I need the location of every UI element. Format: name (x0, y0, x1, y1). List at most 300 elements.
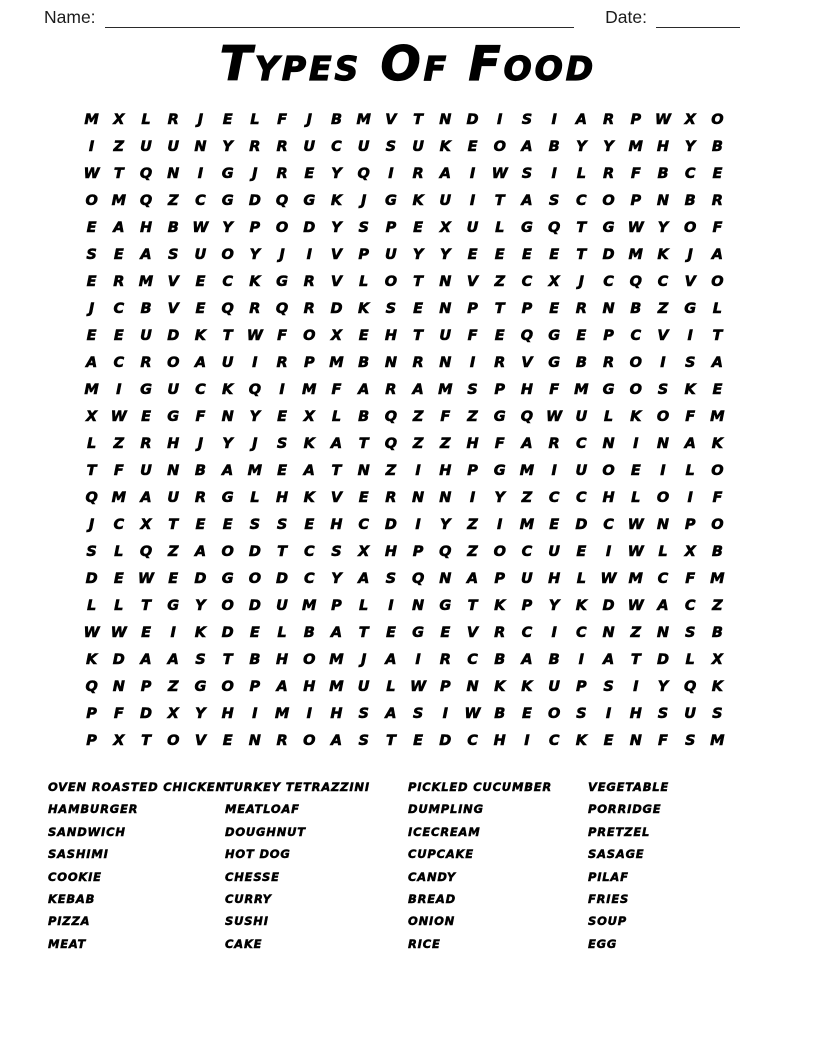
grid-letter: I (88, 138, 95, 155)
grid-letter: D (303, 219, 316, 236)
grid-letter: F (685, 408, 696, 425)
grid-letter: B (194, 462, 206, 479)
grid-letter: B (303, 624, 315, 641)
grid-letter: F (113, 462, 124, 479)
grid-letter: H (275, 651, 289, 668)
grid-letter: S (684, 624, 696, 641)
grid-letter: D (330, 300, 343, 317)
grid-letter: B (711, 138, 723, 155)
grid-letter: I (469, 165, 476, 182)
grid-letter: I (252, 705, 258, 722)
grid-letter: B (249, 651, 261, 668)
grid-letter: O (684, 219, 697, 236)
grid-letter: L (685, 651, 695, 668)
grid-letter: G (602, 219, 615, 236)
grid-letter: O (221, 543, 234, 560)
grid-letter: U (548, 543, 561, 560)
grid-letter: U (548, 678, 561, 695)
grid-letter: R (167, 111, 179, 128)
grid-letter: U (140, 327, 152, 344)
word-list-item: CANDY (408, 869, 456, 884)
grid-letter: Y (603, 138, 614, 155)
grid-letter: S (467, 381, 478, 398)
grid-letter: T (331, 462, 342, 479)
grid-letter: O (167, 354, 180, 371)
grid-letter: Y (576, 138, 587, 155)
grid-letter: T (358, 435, 369, 452)
grid-letter: W (546, 408, 563, 425)
grid-letter: Z (467, 516, 478, 533)
grid-letter: B (684, 192, 696, 209)
grid-letter: A (330, 624, 343, 641)
grid-letter: F (549, 381, 560, 398)
grid-letter: I (524, 732, 530, 749)
grid-letter: M (356, 111, 371, 128)
grid-letter: L (86, 597, 97, 614)
grid-letter: F (277, 327, 287, 344)
grid-letter: B (494, 705, 506, 722)
grid-letter: W (110, 408, 127, 425)
grid-letter: C (467, 651, 478, 668)
grid-letter: E (467, 138, 478, 155)
grid-letter: U (357, 678, 370, 695)
grid-letter: L (250, 489, 260, 506)
word-list-item: PIZZA (48, 914, 91, 929)
grid-letter: X (439, 219, 451, 236)
grid-letter: J (88, 516, 95, 533)
grid-letter: V (466, 624, 479, 641)
grid-letter: B (548, 138, 560, 155)
grid-letter: M (84, 381, 99, 398)
grid-letter: R (276, 354, 288, 371)
grid-letter: P (303, 354, 315, 371)
grid-letter: A (575, 111, 587, 128)
grid-letter: M (628, 246, 643, 263)
grid-letter: E (113, 327, 124, 344)
word-list-item: RICE (408, 936, 441, 951)
grid-letter: U (303, 138, 316, 155)
grid-letter: X (358, 543, 370, 560)
grid-letter: T (576, 219, 587, 236)
grid-letter: M (519, 516, 535, 533)
grid-letter: I (306, 246, 312, 263)
grid-letter: N (629, 732, 642, 749)
grid-letter: O (221, 678, 234, 695)
grid-letter: C (113, 516, 125, 533)
grid-letter: X (86, 408, 98, 425)
grid-letter: E (141, 624, 151, 641)
grid-letter: N (412, 597, 425, 614)
grid-letter: N (602, 624, 615, 641)
grid-letter: E (358, 489, 369, 506)
grid-letter: J (687, 246, 693, 263)
grid-letter: X (684, 111, 696, 128)
grid-letter: W (83, 165, 100, 182)
grid-letter: T (576, 246, 587, 263)
grid-letter: H (139, 219, 153, 236)
grid-letter: K (412, 192, 424, 209)
grid-letter: Z (467, 543, 478, 560)
grid-letter: L (359, 273, 369, 290)
grid-letter: O (493, 138, 506, 155)
grid-letter: X (167, 705, 179, 722)
grid-letter: U (357, 138, 370, 155)
grid-letter: O (629, 354, 642, 371)
grid-letter: R (548, 435, 560, 452)
grid-letter: N (167, 462, 180, 479)
grid-letter: P (494, 381, 506, 398)
date-blank-line (656, 10, 740, 28)
grid-letter: C (521, 543, 533, 560)
name-label: Name: (44, 7, 96, 27)
grid-letter: A (466, 570, 479, 587)
grid-letter: U (167, 381, 180, 398)
word-list-item: CAKE (225, 936, 263, 951)
grid-letter: X (140, 516, 152, 533)
grid-letter: H (384, 543, 397, 560)
grid-letter: C (113, 354, 125, 371)
grid-letter: U (167, 138, 180, 155)
grid-letter: I (551, 624, 557, 641)
grid-letter: O (547, 705, 561, 722)
grid-letter: E (494, 246, 505, 263)
grid-letter: B (711, 543, 723, 560)
grid-letter: E (712, 381, 723, 398)
grid-letter: E (141, 408, 151, 425)
grid-letter: E (168, 570, 179, 587)
grid-letter: T (168, 516, 179, 533)
grid-letter: Y (222, 435, 233, 452)
grid-letter: C (576, 192, 587, 209)
grid-letter: H (466, 435, 479, 452)
grid-letter: T (630, 651, 641, 668)
grid-letter: U (221, 354, 234, 371)
grid-letter: M (329, 354, 344, 371)
grid-letter: D (248, 543, 261, 560)
grid-letter: A (167, 651, 179, 668)
grid-letter: H (520, 381, 533, 398)
grid-letter: T (712, 327, 723, 344)
grid-letter: H (602, 489, 615, 506)
word-list-item: PICKLED CUCUMBER (408, 780, 553, 794)
grid-letter: K (194, 624, 207, 641)
grid-letter: J (197, 435, 204, 452)
grid-letter: R (249, 300, 261, 317)
grid-letter: Z (657, 300, 669, 317)
grid-letter: D (248, 192, 261, 209)
grid-letter: Q (275, 192, 289, 209)
grid-letter: C (657, 273, 669, 290)
grid-letter: R (385, 489, 397, 506)
grid-letter: F (331, 381, 342, 398)
grid-letter: S (358, 219, 369, 236)
grid-letter: H (167, 435, 180, 452)
grid-letter: G (684, 300, 697, 317)
grid-letter: K (330, 192, 343, 209)
word-list-item: PILAF (588, 869, 629, 884)
grid-letter: G (276, 273, 288, 290)
grid-letter: D (575, 516, 588, 533)
grid-letter: E (576, 543, 587, 560)
grid-letter: F (113, 705, 124, 722)
grid-letter: P (385, 219, 397, 236)
grid-letter: A (711, 354, 723, 371)
grid-letter: Y (222, 138, 233, 155)
grid-letter: Z (712, 597, 723, 614)
word-list-item: FRIES (588, 892, 630, 907)
grid-letter: N (439, 300, 452, 317)
grid-letter: U (439, 327, 452, 344)
grid-letter: U (140, 462, 152, 479)
grid-letter: K (222, 381, 234, 398)
grid-letter: M (274, 705, 290, 722)
grid-letter: I (279, 381, 285, 398)
grid-letter: R (494, 624, 506, 641)
grid-letter: P (358, 246, 369, 263)
grid-letter: H (384, 327, 397, 344)
grid-letter: S (385, 570, 397, 587)
word-list-item: CUPCAKE (408, 847, 474, 862)
grid-letter: K (358, 300, 370, 317)
grid-letter: E (385, 624, 396, 641)
grid-letter: A (385, 705, 397, 722)
grid-letter: G (221, 165, 234, 182)
grid-letter: U (276, 597, 288, 614)
grid-letter: S (576, 705, 587, 722)
grid-letter: A (276, 678, 288, 695)
grid-letter: A (330, 435, 343, 452)
grid-letter: I (497, 111, 503, 128)
grid-letter: X (113, 732, 125, 749)
grid-letter: X (711, 651, 723, 668)
grid-letter: E (521, 705, 532, 722)
grid-letter: E (304, 165, 315, 182)
grid-letter: A (358, 570, 370, 587)
grid-letter: B (140, 300, 152, 317)
grid-letter: Y (331, 219, 342, 236)
word-list-item: HAMBURGER (48, 802, 139, 817)
grid-letter: C (576, 489, 587, 506)
grid-letter: V (330, 246, 343, 263)
grid-letter: Y (222, 219, 233, 236)
grid-letter: N (439, 273, 452, 290)
grid-letter: L (141, 111, 151, 128)
grid-letter: K (194, 327, 207, 344)
grid-letter: S (385, 300, 397, 317)
word-list-item: EGG (588, 936, 618, 951)
grid-letter: G (221, 570, 234, 587)
grid-letter: A (711, 246, 723, 263)
grid-letter: K (494, 678, 506, 695)
word-list-item: VEGETABLE (588, 780, 670, 794)
grid-letter: Q (357, 165, 370, 182)
grid-letter: G (167, 597, 180, 614)
grid-letter: V (684, 273, 696, 290)
grid-letter: N (439, 111, 452, 128)
grid-letter: Q (384, 408, 398, 425)
grid-letter: D (248, 597, 261, 614)
grid-letter: E (86, 273, 97, 290)
word-list-item: SUSHI (225, 914, 269, 929)
grid-letter: N (439, 489, 452, 506)
grid-letter: H (548, 570, 561, 587)
grid-letter: Y (494, 489, 505, 506)
grid-letter: D (602, 597, 615, 614)
grid-letter: D (112, 651, 125, 668)
grid-letter: C (576, 624, 587, 641)
grid-letter: L (359, 597, 369, 614)
grid-letter: Z (494, 273, 505, 290)
grid-letter: D (194, 570, 207, 587)
grid-letter: S (86, 543, 97, 560)
grid-letter: U (439, 192, 452, 209)
grid-letter: E (113, 570, 124, 587)
grid-letter: N (221, 408, 234, 425)
grid-letter: W (627, 516, 644, 533)
grid-letter: M (302, 381, 317, 398)
grid-letter: S (195, 651, 206, 668)
grid-letter: S (521, 165, 533, 182)
grid-letter: I (197, 165, 204, 182)
grid-letter: B (494, 651, 506, 668)
grid-letter: B (630, 300, 642, 317)
grid-letter: W (246, 327, 263, 344)
grid-letter: Q (139, 192, 153, 209)
grid-letter: N (656, 624, 670, 641)
grid-letter: J (578, 273, 585, 290)
grid-letter: Q (275, 300, 289, 317)
grid-letter: Y (331, 165, 342, 182)
grid-letter: W (654, 111, 671, 128)
grid-letter: G (548, 327, 561, 344)
grid-letter: R (140, 354, 152, 371)
grid-letter: E (222, 111, 233, 128)
grid-letter: Q (85, 678, 98, 695)
grid-letter: P (684, 516, 696, 533)
grid-letter: Y (548, 597, 560, 614)
grid-letter: H (439, 462, 452, 479)
grid-letter: I (687, 327, 693, 344)
grid-letter: Z (167, 678, 179, 695)
grid-letter: H (221, 705, 234, 722)
grid-letter: Z (467, 408, 478, 425)
grid-letter: O (303, 327, 316, 344)
grid-letter: Q (439, 543, 452, 560)
grid-letter: C (331, 138, 342, 155)
grid-letter: I (415, 462, 421, 479)
grid-letter: C (603, 516, 614, 533)
grid-letter: I (551, 462, 557, 479)
word-list-item: DOUGHNUT (225, 824, 306, 839)
grid-letter: E (195, 516, 206, 533)
grid-letter: Q (139, 543, 153, 560)
word-list (0, 776, 816, 955)
word-list-item: PORRIDGE (588, 802, 662, 817)
grid-letter: Z (385, 462, 397, 479)
grid-letter: W (627, 219, 644, 236)
grid-letter: S (657, 705, 669, 722)
grid-letter: C (548, 732, 560, 749)
grid-letter: L (114, 543, 124, 560)
grid-letter: W (110, 624, 127, 641)
grid-letter: O (85, 192, 98, 209)
grid-letter: O (384, 273, 398, 290)
grid-letter: N (602, 435, 615, 452)
grid-letter: A (140, 651, 152, 668)
grid-letter: L (277, 624, 287, 641)
grid-letter: R (194, 489, 207, 506)
grid-letter: Z (167, 543, 179, 560)
grid-letter: G (221, 192, 234, 209)
grid-letter: I (497, 516, 503, 533)
grid-letter: O (656, 408, 670, 425)
grid-letter: M (438, 381, 453, 398)
word-list-item: MEATLOAF (225, 802, 300, 817)
grid-letter: O (711, 462, 724, 479)
grid-letter: P (412, 543, 424, 560)
grid-letter: L (250, 111, 260, 128)
grid-letter: B (548, 651, 560, 668)
grid-letter: G (303, 192, 316, 209)
grid-letter: V (194, 732, 207, 749)
grid-letter: E (113, 246, 124, 263)
grid-letter: P (494, 570, 506, 587)
grid-letter: S (331, 543, 342, 560)
header (0, 0, 816, 28)
grid-letter: W (464, 705, 481, 722)
grid-letter: A (385, 651, 397, 668)
grid-letter: K (249, 273, 261, 290)
grid-letter: O (602, 192, 615, 209)
grid-letter: S (712, 705, 723, 722)
grid-letter: D (656, 651, 669, 668)
grid-letter: I (551, 111, 557, 128)
grid-letter: N (384, 354, 397, 371)
grid-letter: I (605, 705, 612, 722)
grid-letter: E (521, 246, 532, 263)
grid-letter: S (603, 678, 614, 695)
grid-letter: U (575, 408, 588, 425)
grid-letter: K (684, 381, 696, 398)
grid-letter: F (630, 165, 641, 182)
grid-letter: D (384, 516, 397, 533)
grid-letter: N (602, 300, 615, 317)
grid-letter: A (222, 462, 234, 479)
grid-letter: E (86, 219, 97, 236)
grid-letter: E (467, 246, 478, 263)
grid-letter: V (466, 273, 479, 290)
grid-letter: I (605, 543, 612, 560)
grid-letter: T (413, 111, 424, 128)
grid-letter: L (495, 219, 505, 236)
grid-letter: A (439, 165, 451, 182)
grid-letter: Q (248, 381, 262, 398)
grid-letter: B (711, 624, 723, 641)
grid-letter: C (222, 273, 233, 290)
grid-letter: P (86, 732, 97, 749)
grid-letter: C (684, 597, 696, 614)
grid-letter: P (521, 300, 533, 317)
grid-letter: F (658, 732, 668, 749)
grid-letter: C (467, 732, 478, 749)
grid-letter: F (277, 111, 287, 128)
grid-letter: T (467, 597, 478, 614)
grid-letter: Q (221, 300, 234, 317)
grid-letter: S (657, 381, 669, 398)
grid-letter: Y (195, 705, 206, 722)
grid-letter: E (549, 516, 560, 533)
grid-letter: N (248, 732, 261, 749)
